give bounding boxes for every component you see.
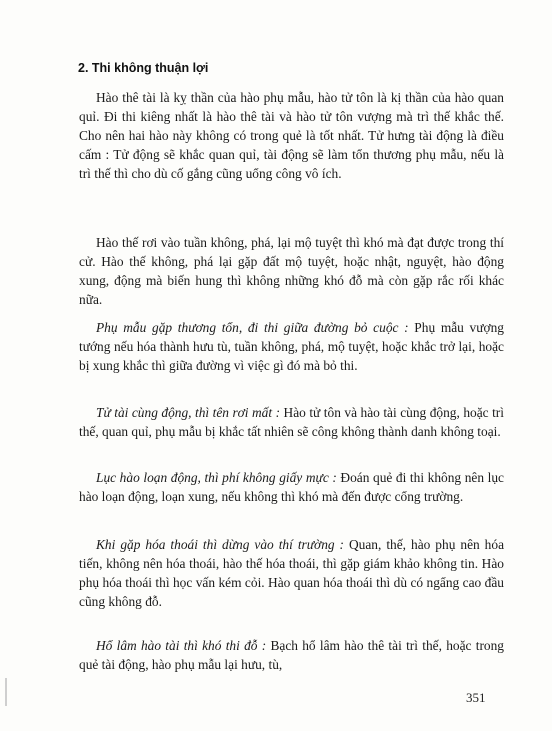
paragraph-body: Đoán quẻ đi thi không nên lục hào loạn động, loạn xung, nếu không thì khó mà đến được cổng trường. [79, 470, 504, 504]
scan-edge-mark [5, 678, 7, 706]
section-heading: 2. Thi không thuận lợi [78, 61, 209, 75]
paragraph-body: Hào tử tôn và hào tài cùng động, hoặc trì thế, quan quỉ, phụ mẫu bị khắc tất nhiên sẽ công không thành danh không toại. [79, 405, 504, 439]
paragraph-6 [79, 535, 504, 611]
paragraph-body: Bạch hổ lâm hào thê tài trì thế, hoặc trong quẻ tài động, hào phụ mẫu lại hưu, tù, [79, 638, 504, 672]
page-number: 351 [466, 690, 486, 705]
paragraph-7 [79, 636, 504, 674]
paragraph-body: Phụ mẫu vượng tướng nếu hóa thành hưu tù, tuần không, phá, mộ tuyệt, hoặc khắc trở lại, hoặc bị xung khắc thì giữa đường vì việc gì đó mà bỏ thi. [79, 320, 504, 373]
paragraph-1 [79, 88, 504, 183]
paragraph-lead: Hổ lâm hào tài thì khó thi đỗ : [96, 638, 267, 653]
paragraph-4 [79, 403, 504, 441]
paragraph-5 [79, 468, 504, 506]
paragraph-2 [79, 233, 504, 309]
paragraph-lead: Phụ mẫu gặp thương tổn, đi thi giữa đường bỏ cuộc : [96, 320, 409, 335]
paragraph-body: Quan, thế, hào phụ nên hóa tiến, không nên hóa thoái, hào thế hóa thoái, thì gặp giám khảo không tin. Hào phụ hóa thoái thì học vấn kém cỏi. Hào quan hóa thoái thì dù có ngẩng cao đầu cũng không đỗ. [79, 537, 505, 609]
paragraph-body: Hào thế rơi vào tuần không, phá, lại mộ tuyệt thì khó mà đạt được trong thí cử. Hào thế không, phá lại gặp đất mộ tuyệt, hoặc nhật, nguyệt, hào động xung, động mà biến hung thì không những khó đỗ mà còn gặp rắc rối khác nữa. [79, 235, 504, 307]
paragraph-lead: Khi gặp hóa thoái thì dừng vào thí trường : [96, 537, 345, 552]
paragraph-lead: Tử tài cùng động, thì tên rơi mất : [96, 405, 281, 420]
paragraph-body: Hào thê tài là kỵ thần của hào phụ mẫu, hào tử tôn là kị thần của hào quan quỉ. Đi thi kiêng nhất là hào thê tài và hào tử tôn vượng mà trì thế khắc thế. Cho nên hai hào này không có trong quẻ là tốt nhất. Tử hưng tài động là điều cấm : Tử động sẽ khắc quan quỉ, tài động sẽ làm tổn thương phụ mẫu, nếu là trì thế thì cho dù cố gắng cũng uổng công vô ích. [79, 90, 504, 181]
paragraph-3 [79, 318, 504, 375]
paragraph-lead: Lục hào loạn động, thì phí không giấy mực : [96, 470, 337, 485]
